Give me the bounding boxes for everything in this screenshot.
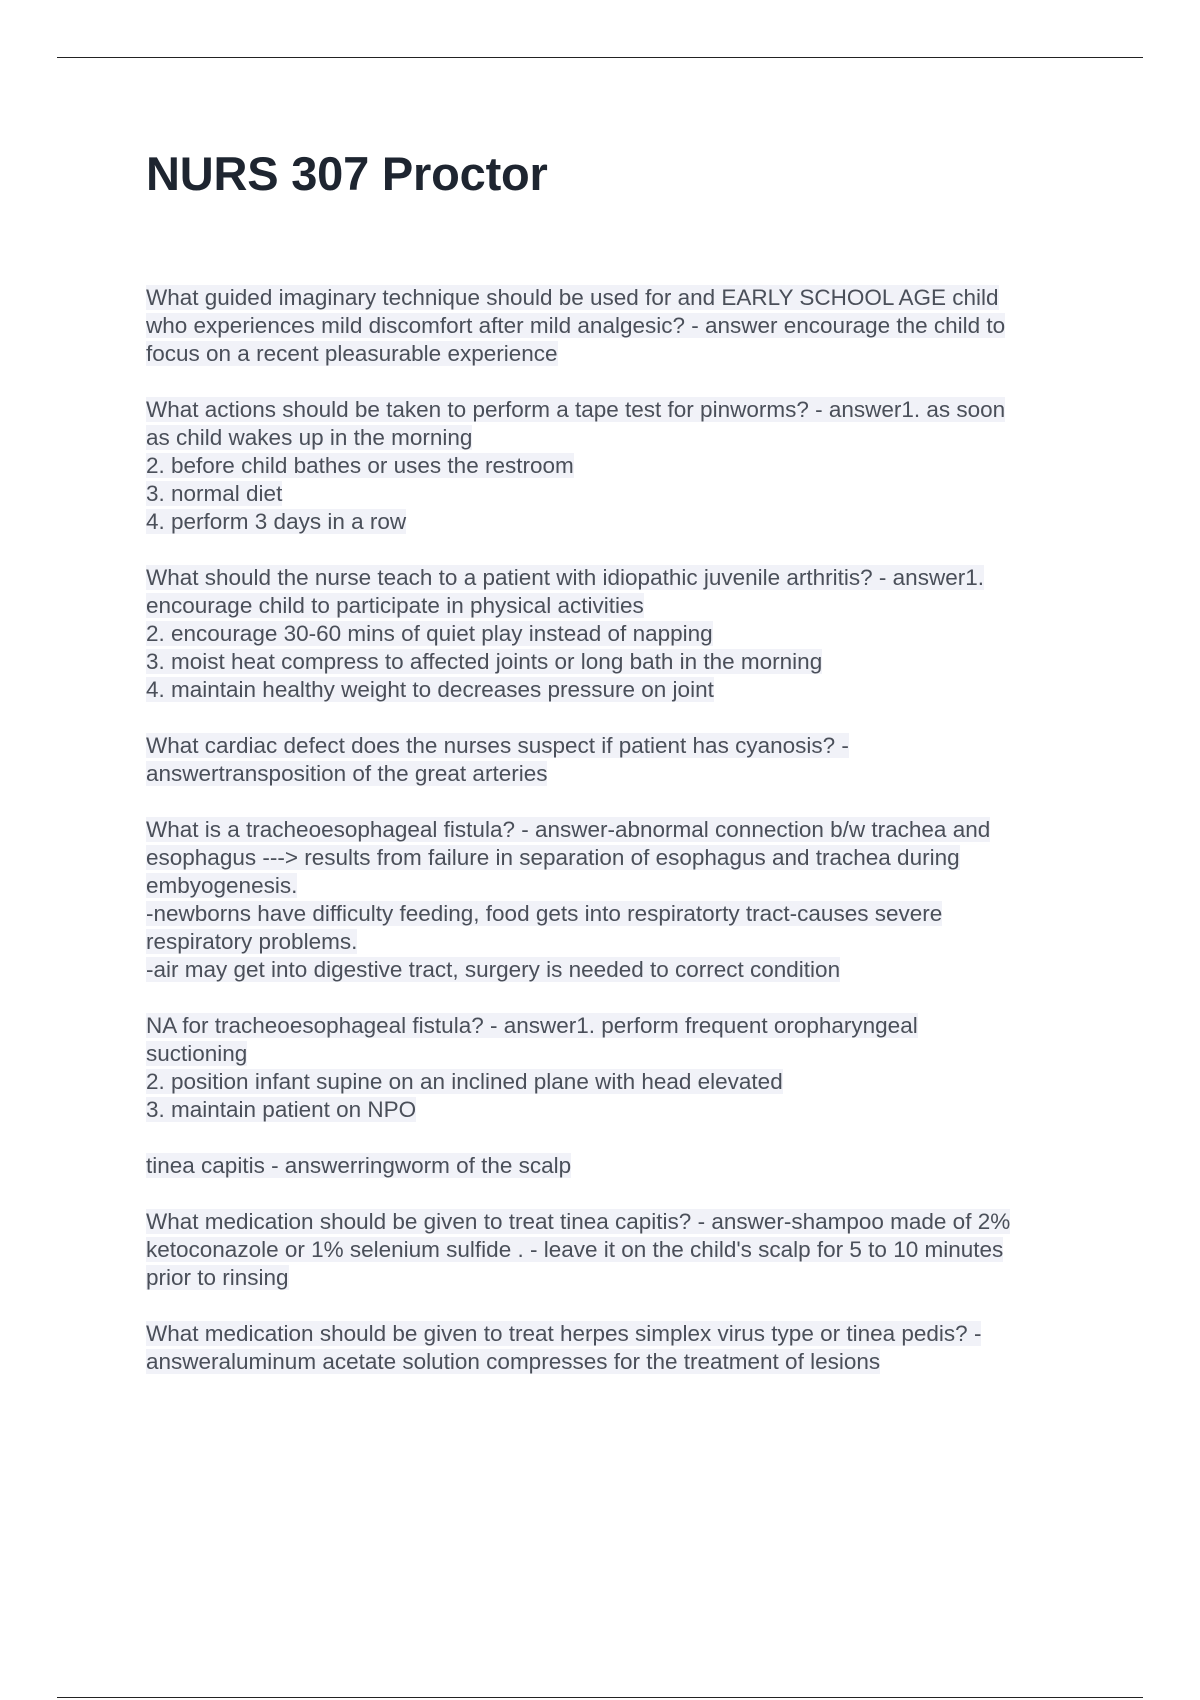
qa-line-text: answeraluminum acetate solution compresses for the treatment of lesions — [146, 1349, 881, 1374]
qa-line — [146, 900, 1091, 928]
qa-line — [146, 1264, 1091, 1292]
qa-line — [146, 1236, 1091, 1264]
qa-line-text: respiratory problems. — [146, 929, 358, 954]
qa-line — [146, 312, 1091, 340]
qa-line — [146, 1068, 1091, 1096]
qa-line — [146, 1208, 1091, 1236]
qa-line — [146, 620, 1091, 648]
qa-line-text: What is a tracheoesophageal fistula? - answer-abnormal connection b/w trachea and — [146, 817, 991, 842]
qa-line-text: 4. perform 3 days in a row — [146, 509, 407, 534]
qa-line-text: 3. moist heat compress to affected joints or long bath in the morning — [146, 649, 823, 674]
qa-line — [146, 872, 1091, 900]
document-body — [146, 284, 1091, 1404]
qa-line-text: as child wakes up in the morning — [146, 425, 473, 450]
qa-line — [146, 452, 1091, 480]
qa-entry — [146, 1320, 1091, 1376]
qa-line-text: focus on a recent pleasurable experience — [146, 341, 558, 366]
qa-line-text: tinea capitis - answerringworm of the scalp — [146, 1153, 572, 1178]
qa-line-text: 3. maintain patient on NPO — [146, 1097, 417, 1122]
qa-entry — [146, 564, 1091, 704]
qa-line — [146, 760, 1091, 788]
qa-line-text: prior to rinsing — [146, 1265, 289, 1290]
qa-entry — [146, 732, 1091, 788]
qa-line — [146, 396, 1091, 424]
qa-line-text: -newborns have difficulty feeding, food gets into respiratorty tract-causes severe — [146, 901, 943, 926]
qa-line — [146, 732, 1091, 760]
qa-line-text: suctioning — [146, 1041, 248, 1066]
qa-line-text: What guided imaginary technique should be used for and EARLY SCHOOL AGE child — [146, 285, 999, 310]
qa-line — [146, 480, 1091, 508]
qa-line-text: 2. position infant supine on an inclined plane with head elevated — [146, 1069, 783, 1094]
qa-entry — [146, 1152, 1091, 1180]
qa-line — [146, 1152, 1091, 1180]
qa-line — [146, 648, 1091, 676]
qa-line-text: who experiences mild discomfort after mild analgesic? - answer encourage the child to — [146, 313, 1006, 338]
qa-line — [146, 844, 1091, 872]
qa-entry — [146, 396, 1091, 536]
qa-line — [146, 284, 1091, 312]
qa-line-text: NA for tracheoesophageal fistula? - answer1. perform frequent oropharyngeal — [146, 1013, 918, 1038]
qa-line — [146, 564, 1091, 592]
qa-line-text: What cardiac defect does the nurses suspect if patient has cyanosis? - — [146, 733, 849, 758]
qa-line — [146, 1320, 1091, 1348]
qa-line-text: What medication should be given to treat herpes simplex virus type or tinea pedis? - — [146, 1321, 982, 1346]
qa-line — [146, 1040, 1091, 1068]
qa-line — [146, 676, 1091, 704]
qa-entry — [146, 1208, 1091, 1292]
qa-line-text: -air may get into digestive tract, surgery is needed to correct condition — [146, 957, 841, 982]
qa-line — [146, 424, 1091, 452]
qa-line-text: What should the nurse teach to a patient with idiopathic juvenile arthritis? - answer1. — [146, 565, 984, 590]
qa-line-text: ketoconazole or 1% selenium sulfide . - leave it on the child's scalp for 5 to 10 minutes — [146, 1237, 1004, 1262]
qa-entry — [146, 816, 1091, 984]
qa-line-text: 2. encourage 30-60 mins of quiet play instead of napping — [146, 621, 713, 646]
qa-line-text: answertransposition of the great arteries — [146, 761, 548, 786]
qa-line — [146, 508, 1091, 536]
qa-entry — [146, 284, 1091, 368]
qa-line — [146, 592, 1091, 620]
qa-line — [146, 1012, 1091, 1040]
page-title: NURS 307 Proctor — [146, 147, 548, 200]
qa-line-text: 4. maintain healthy weight to decreases pressure on joint — [146, 677, 714, 702]
qa-line — [146, 928, 1091, 956]
qa-line — [146, 816, 1091, 844]
qa-line-text: encourage child to participate in physical activities — [146, 593, 644, 618]
qa-line-text: 2. before child bathes or uses the restroom — [146, 453, 574, 478]
bottom-divider — [57, 1697, 1143, 1698]
qa-line — [146, 1096, 1091, 1124]
qa-line — [146, 1348, 1091, 1376]
qa-line-text: What actions should be taken to perform a tape test for pinworms? - answer1. as soon — [146, 397, 1006, 422]
qa-line — [146, 956, 1091, 984]
qa-line-text: What medication should be given to treat tinea capitis? - answer-shampoo made of 2% — [146, 1209, 1011, 1234]
qa-line-text: esophagus ---> results from failure in separation of esophagus and trachea during — [146, 845, 960, 870]
qa-entry — [146, 1012, 1091, 1124]
top-divider — [57, 57, 1143, 58]
qa-line-text: embyogenesis. — [146, 873, 298, 898]
qa-line — [146, 340, 1091, 368]
qa-line-text: 3. normal diet — [146, 481, 283, 506]
